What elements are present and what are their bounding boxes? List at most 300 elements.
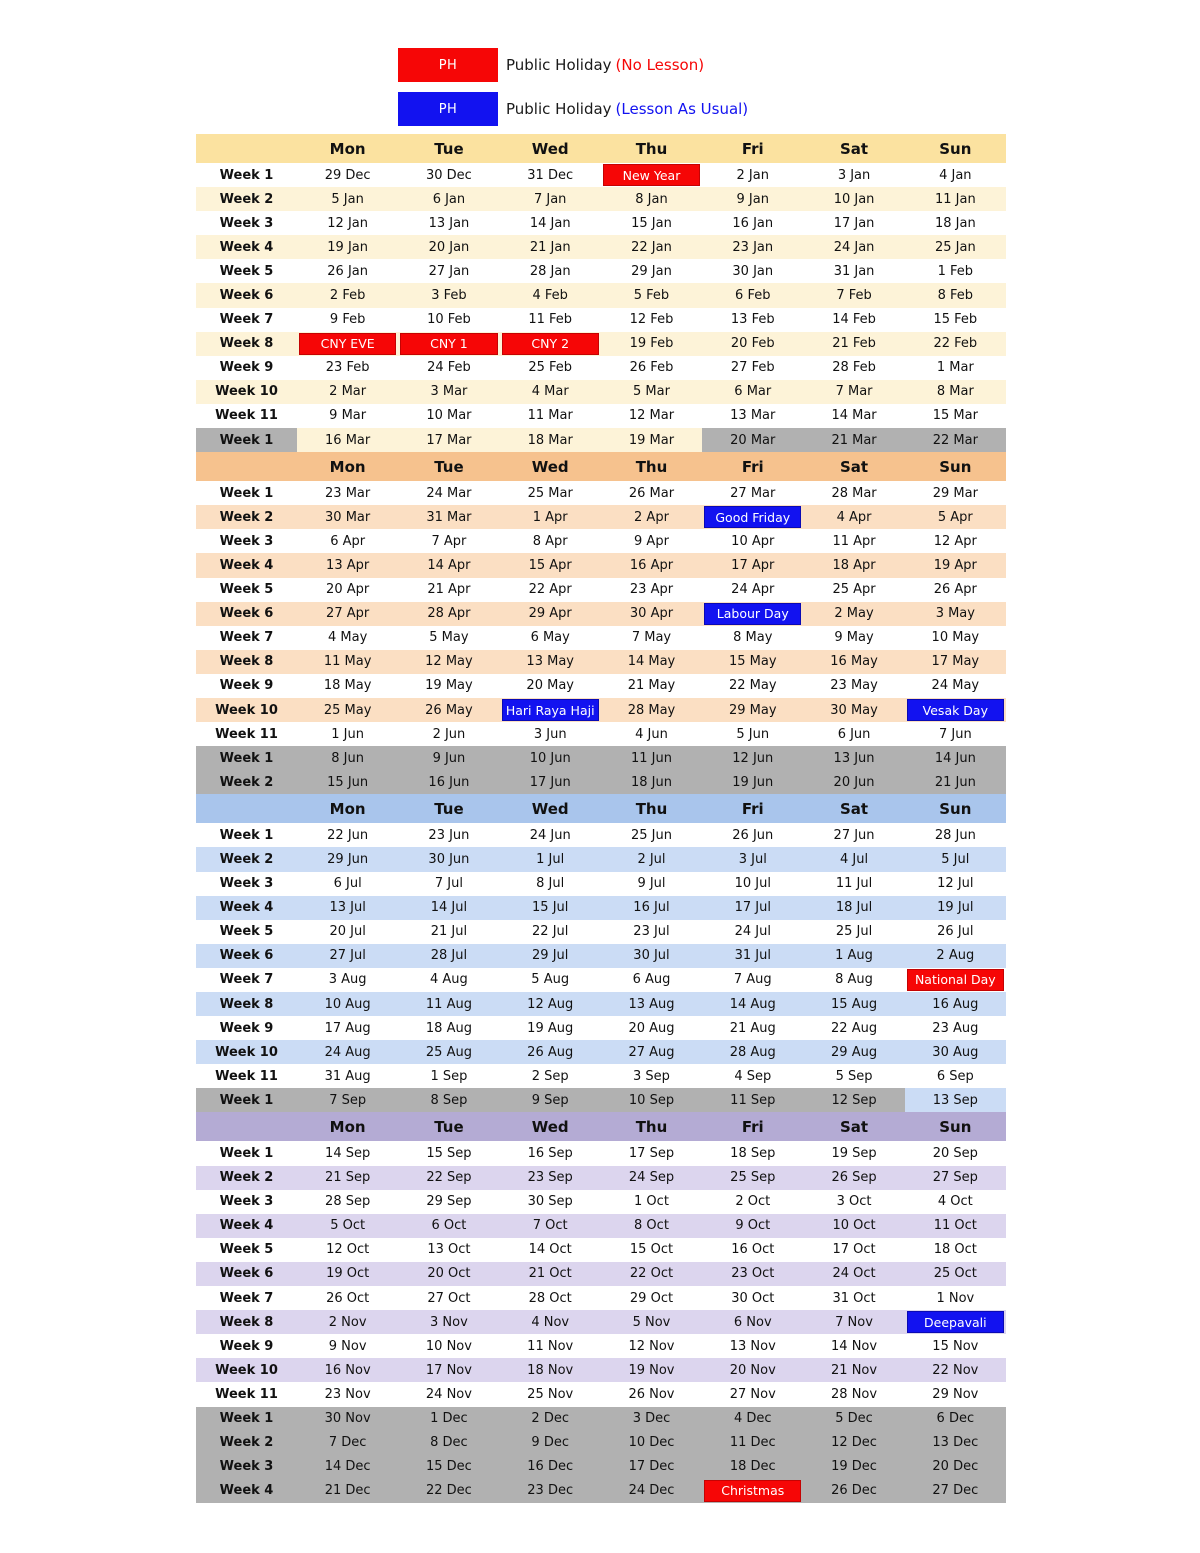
date-cell: 29 Mar: [905, 481, 1006, 505]
date-cell: 10 May: [905, 626, 1006, 650]
week-label: Week 2: [196, 187, 297, 211]
day-header-fri: Fri: [702, 452, 803, 481]
holiday-cell: [297, 332, 398, 356]
date-cell: 14 Feb: [803, 308, 904, 332]
date-cell: 8 Oct: [601, 1214, 702, 1238]
date-cell: 23 Apr: [601, 578, 702, 602]
holiday-no-lesson-block: CNY 1: [400, 333, 497, 355]
date-cell: 28 Mar: [803, 481, 904, 505]
date-cell: 12 Jun: [702, 746, 803, 770]
date-cell: 11 Dec: [702, 1431, 803, 1455]
date-cell: 22 Jun: [297, 823, 398, 847]
date-cell: 17 Nov: [398, 1358, 499, 1382]
date-cell: 23 Jun: [398, 823, 499, 847]
date-cell: 30 Mar: [297, 505, 398, 529]
date-cell: 22 Nov: [905, 1358, 1006, 1382]
date-cell: 21 Feb: [803, 332, 904, 356]
date-cell: 15 Jun: [297, 770, 398, 794]
holiday-lesson-as-usual-block: Vesak Day: [907, 699, 1004, 721]
legend-label-no-lesson: [506, 56, 704, 74]
holiday-cell: [500, 698, 601, 722]
date-cell: 28 Aug: [702, 1040, 803, 1064]
week-label: Week 7: [196, 1286, 297, 1310]
date-cell: 21 Dec: [297, 1479, 398, 1503]
date-cell: 9 Jun: [398, 746, 499, 770]
term-2-row: [196, 602, 1006, 626]
legend-item-lesson-as-usual: [398, 92, 748, 126]
ph-badge-no-lesson: [398, 48, 498, 82]
date-cell: 2 Mar: [297, 380, 398, 404]
day-header-mon: Mon: [297, 794, 398, 823]
date-cell: 16 Mar: [297, 428, 398, 452]
week-label: Week 6: [196, 944, 297, 968]
term-1-header-row: [196, 134, 1006, 163]
date-cell: 26 Feb: [601, 356, 702, 380]
date-cell: 6 Oct: [398, 1214, 499, 1238]
term-3-row: [196, 847, 1006, 871]
term-4-row: [196, 1214, 1006, 1238]
term-1-row: [196, 259, 1006, 283]
date-cell: 1 Apr: [500, 505, 601, 529]
day-header-wed: Wed: [500, 794, 601, 823]
date-cell: 22 Dec: [398, 1479, 499, 1503]
date-cell: 20 Oct: [398, 1262, 499, 1286]
date-cell: 25 Mar: [500, 481, 601, 505]
date-cell: 14 May: [601, 650, 702, 674]
date-cell: 17 Apr: [702, 553, 803, 577]
date-cell: 23 May: [803, 674, 904, 698]
date-cell: 14 Jun: [905, 746, 1006, 770]
date-cell: 26 Mar: [601, 481, 702, 505]
day-header-thu: Thu: [601, 134, 702, 163]
date-cell: 5 May: [398, 626, 499, 650]
date-cell: 30 Apr: [601, 602, 702, 626]
week-label: Week 1: [196, 1088, 297, 1112]
date-cell: 8 Jun: [297, 746, 398, 770]
date-cell: 16 Sep: [500, 1141, 601, 1165]
week-label: Week 1: [196, 746, 297, 770]
date-cell: 18 May: [297, 674, 398, 698]
date-cell: 5 Sep: [803, 1064, 904, 1088]
date-cell: 23 Jul: [601, 920, 702, 944]
term-3-header-row: [196, 794, 1006, 823]
date-cell: 7 May: [601, 626, 702, 650]
ph-badge-text: PH: [438, 101, 458, 117]
date-cell: 6 Dec: [905, 1407, 1006, 1431]
date-cell: 5 Dec: [803, 1407, 904, 1431]
date-cell: 30 Oct: [702, 1286, 803, 1310]
date-cell: 27 Nov: [702, 1382, 803, 1406]
date-cell: 2 Jul: [601, 847, 702, 871]
date-cell: 12 Apr: [905, 529, 1006, 553]
date-cell: 14 Sep: [297, 1141, 398, 1165]
date-cell: 6 Aug: [601, 968, 702, 992]
date-cell: 27 Feb: [702, 356, 803, 380]
date-cell: 15 Jul: [500, 896, 601, 920]
week-label: Week 1: [196, 481, 297, 505]
date-cell: 28 Jun: [905, 823, 1006, 847]
date-cell: 17 Jul: [702, 896, 803, 920]
day-header-mon: Mon: [297, 452, 398, 481]
date-cell: 6 Apr: [297, 529, 398, 553]
date-cell: 11 May: [297, 650, 398, 674]
date-cell: 18 Mar: [500, 428, 601, 452]
date-cell: 17 Dec: [601, 1455, 702, 1479]
date-cell: 30 Jan: [702, 259, 803, 283]
legend-item-no-lesson: [398, 48, 748, 82]
date-cell: 31 Aug: [297, 1064, 398, 1088]
date-cell: 19 Dec: [803, 1455, 904, 1479]
week-label: Week 10: [196, 698, 297, 722]
week-label: Week 10: [196, 1358, 297, 1382]
date-cell: 19 Aug: [500, 1016, 601, 1040]
date-cell: 1 Jul: [500, 847, 601, 871]
holiday-cell: [398, 332, 499, 356]
date-cell: 9 Sep: [500, 1088, 601, 1112]
date-cell: 9 Feb: [297, 308, 398, 332]
date-cell: 20 Sep: [905, 1141, 1006, 1165]
date-cell: 16 Nov: [297, 1358, 398, 1382]
date-cell: 3 Jan: [803, 163, 904, 187]
holiday-no-lesson-block: Christmas: [704, 1480, 801, 1502]
legend-label-text: Public Holiday: [506, 56, 612, 74]
date-cell: 18 Dec: [702, 1455, 803, 1479]
week-label: Week 11: [196, 404, 297, 428]
date-cell: 5 Feb: [601, 283, 702, 307]
date-cell: 25 Jun: [601, 823, 702, 847]
date-cell: 3 Sep: [601, 1064, 702, 1088]
date-cell: 21 Nov: [803, 1358, 904, 1382]
date-cell: 13 Jan: [398, 211, 499, 235]
date-cell: 13 May: [500, 650, 601, 674]
date-cell: 7 Jun: [905, 722, 1006, 746]
week-label: Week 7: [196, 626, 297, 650]
day-header-sun: Sun: [905, 134, 1006, 163]
date-cell: 30 May: [803, 698, 904, 722]
date-cell: 7 Sep: [297, 1088, 398, 1112]
date-cell: 4 May: [297, 626, 398, 650]
header-corner-cell: [196, 452, 297, 481]
term-4-row: [196, 1334, 1006, 1358]
date-cell: 8 Feb: [905, 283, 1006, 307]
date-cell: 28 Oct: [500, 1286, 601, 1310]
date-cell: 23 Feb: [297, 356, 398, 380]
date-cell: 29 Jan: [601, 259, 702, 283]
day-header-tue: Tue: [398, 1112, 499, 1141]
date-cell: 18 Oct: [905, 1238, 1006, 1262]
day-header-thu: Thu: [601, 794, 702, 823]
date-cell: 7 Nov: [803, 1310, 904, 1334]
holiday-lesson-as-usual-block: Hari Raya Haji: [502, 699, 599, 721]
date-cell: 30 Aug: [905, 1040, 1006, 1064]
week-label: Week 2: [196, 847, 297, 871]
date-cell: 22 May: [702, 674, 803, 698]
date-cell: 21 Oct: [500, 1262, 601, 1286]
date-cell: 16 Jul: [601, 896, 702, 920]
date-cell: 24 Jun: [500, 823, 601, 847]
date-cell: 31 Jan: [803, 259, 904, 283]
date-cell: 15 Oct: [601, 1238, 702, 1262]
date-cell: 5 Mar: [601, 380, 702, 404]
date-cell: 1 Mar: [905, 356, 1006, 380]
term-3-row: [196, 1040, 1006, 1064]
date-cell: 20 Feb: [702, 332, 803, 356]
holiday-no-lesson-block: National Day: [907, 969, 1004, 991]
week-label: Week 4: [196, 1479, 297, 1503]
date-cell: 14 Dec: [297, 1455, 398, 1479]
date-cell: 14 Jul: [398, 896, 499, 920]
term-2-row: [196, 529, 1006, 553]
date-cell: 24 Apr: [702, 578, 803, 602]
date-cell: 20 Jan: [398, 235, 499, 259]
date-cell: 2 Oct: [702, 1190, 803, 1214]
holiday-no-lesson-block: New Year: [603, 164, 700, 186]
date-cell: 1 Feb: [905, 259, 1006, 283]
date-cell: 24 Feb: [398, 356, 499, 380]
date-cell: 4 Oct: [905, 1190, 1006, 1214]
date-cell: 29 Jul: [500, 944, 601, 968]
term-1-row: [196, 211, 1006, 235]
ph-badge-text: PH: [438, 57, 458, 73]
day-header-sat: Sat: [803, 134, 904, 163]
date-cell: 15 Jan: [601, 211, 702, 235]
term-3-row: [196, 872, 1006, 896]
date-cell: 19 May: [398, 674, 499, 698]
date-cell: 18 Jan: [905, 211, 1006, 235]
date-cell: 5 Aug: [500, 968, 601, 992]
date-cell: 25 Feb: [500, 356, 601, 380]
date-cell: 25 Jul: [803, 920, 904, 944]
date-cell: 4 Mar: [500, 380, 601, 404]
date-cell: 2 Dec: [500, 1407, 601, 1431]
date-cell: 10 Nov: [398, 1334, 499, 1358]
date-cell: 26 Nov: [601, 1382, 702, 1406]
date-cell: 10 Apr: [702, 529, 803, 553]
date-cell: 13 Feb: [702, 308, 803, 332]
day-header-tue: Tue: [398, 452, 499, 481]
date-cell: 19 Sep: [803, 1141, 904, 1165]
date-cell: 9 Mar: [297, 404, 398, 428]
date-cell: 24 Jul: [702, 920, 803, 944]
legend-note-no-lesson: (No Lesson): [615, 56, 705, 74]
date-cell: 13 Aug: [601, 992, 702, 1016]
date-cell: 24 Aug: [297, 1040, 398, 1064]
date-cell: 16 Jan: [702, 211, 803, 235]
day-header-sun: Sun: [905, 452, 1006, 481]
week-label: Week 2: [196, 505, 297, 529]
date-cell: 3 Dec: [601, 1407, 702, 1431]
date-cell: 5 Jun: [702, 722, 803, 746]
week-label: Week 1: [196, 1407, 297, 1431]
date-cell: 19 Jul: [905, 896, 1006, 920]
date-cell: 16 Dec: [500, 1455, 601, 1479]
date-cell: 30 Sep: [500, 1190, 601, 1214]
header-corner-cell: [196, 1112, 297, 1141]
date-cell: 16 Oct: [702, 1238, 803, 1262]
date-cell: 1 Dec: [398, 1407, 499, 1431]
date-cell: 18 Nov: [500, 1358, 601, 1382]
date-cell: 7 Feb: [803, 283, 904, 307]
term-3-row: [196, 1064, 1006, 1088]
date-cell: 11 Jan: [905, 187, 1006, 211]
date-cell: 29 Apr: [500, 602, 601, 626]
date-cell: 11 Sep: [702, 1088, 803, 1112]
week-label: Week 11: [196, 722, 297, 746]
date-cell: 25 Apr: [803, 578, 904, 602]
date-cell: 27 Dec: [905, 1479, 1006, 1503]
week-label: Week 1: [196, 428, 297, 452]
day-header-wed: Wed: [500, 452, 601, 481]
header-corner-cell: [196, 794, 297, 823]
week-label: Week 8: [196, 332, 297, 356]
date-cell: 1 Jun: [297, 722, 398, 746]
date-cell: 20 Dec: [905, 1455, 1006, 1479]
date-cell: 27 Jul: [297, 944, 398, 968]
day-header-wed: Wed: [500, 134, 601, 163]
term-1-row: [196, 332, 1006, 356]
date-cell: 13 Jul: [297, 896, 398, 920]
date-cell: 19 Nov: [601, 1358, 702, 1382]
date-cell: 12 May: [398, 650, 499, 674]
term-4-row: [196, 1286, 1006, 1310]
date-cell: 9 Oct: [702, 1214, 803, 1238]
header-corner-cell: [196, 134, 297, 163]
date-cell: 15 Mar: [905, 404, 1006, 428]
date-cell: 22 Oct: [601, 1262, 702, 1286]
date-cell: 7 Oct: [500, 1214, 601, 1238]
date-cell: 12 Oct: [297, 1238, 398, 1262]
date-cell: 29 Jun: [297, 847, 398, 871]
date-cell: 22 Jul: [500, 920, 601, 944]
date-cell: 25 Aug: [398, 1040, 499, 1064]
date-cell: 6 Mar: [702, 380, 803, 404]
date-cell: 8 May: [702, 626, 803, 650]
date-cell: 2 Sep: [500, 1064, 601, 1088]
date-cell: 4 Apr: [803, 505, 904, 529]
term-3-row: [196, 823, 1006, 847]
term-2-row: [196, 698, 1006, 722]
date-cell: 24 Nov: [398, 1382, 499, 1406]
date-cell: 17 Sep: [601, 1141, 702, 1165]
date-cell: 10 Mar: [398, 404, 499, 428]
date-cell: 30 Jun: [398, 847, 499, 871]
date-cell: 24 Jan: [803, 235, 904, 259]
week-label: Week 3: [196, 872, 297, 896]
ph-badge-lesson-as-usual: [398, 92, 498, 126]
date-cell: 28 Nov: [803, 1382, 904, 1406]
date-cell: 3 Feb: [398, 283, 499, 307]
date-cell: 13 Sep: [905, 1088, 1006, 1112]
date-cell: 2 Feb: [297, 283, 398, 307]
date-cell: 4 Aug: [398, 968, 499, 992]
date-cell: 22 Mar: [905, 428, 1006, 452]
date-cell: 30 Dec: [398, 163, 499, 187]
date-cell: 6 Feb: [702, 283, 803, 307]
date-cell: 20 Aug: [601, 1016, 702, 1040]
day-header-sat: Sat: [803, 452, 904, 481]
date-cell: 6 May: [500, 626, 601, 650]
term-1-row: [196, 283, 1006, 307]
day-header-wed: Wed: [500, 1112, 601, 1141]
date-cell: 15 Aug: [803, 992, 904, 1016]
date-cell: 27 Apr: [297, 602, 398, 626]
term-3-row: [196, 1016, 1006, 1040]
date-cell: 8 Sep: [398, 1088, 499, 1112]
day-header-thu: Thu: [601, 1112, 702, 1141]
date-cell: 12 Nov: [601, 1334, 702, 1358]
date-cell: 8 Jan: [601, 187, 702, 211]
term-2-row: [196, 650, 1006, 674]
term-4-row: [196, 1455, 1006, 1479]
school-calendar-table: [196, 134, 1006, 1503]
term-4-row: [196, 1166, 1006, 1190]
term-1-row: [196, 308, 1006, 332]
date-cell: 14 Jan: [500, 211, 601, 235]
date-cell: 28 Apr: [398, 602, 499, 626]
term-3-row: [196, 992, 1006, 1016]
date-cell: 14 Aug: [702, 992, 803, 1016]
date-cell: 17 Oct: [803, 1238, 904, 1262]
date-cell: 20 Mar: [702, 428, 803, 452]
date-cell: 5 Nov: [601, 1310, 702, 1334]
week-label: Week 3: [196, 1455, 297, 1479]
date-cell: 8 Dec: [398, 1431, 499, 1455]
date-cell: 4 Feb: [500, 283, 601, 307]
week-label: Week 9: [196, 1016, 297, 1040]
holiday-cell: [905, 698, 1006, 722]
date-cell: 10 Aug: [297, 992, 398, 1016]
holiday-cell: [905, 1310, 1006, 1334]
week-label: Week 5: [196, 259, 297, 283]
day-header-sat: Sat: [803, 794, 904, 823]
term-4-row: [196, 1262, 1006, 1286]
holiday-lesson-as-usual-block: Good Friday: [704, 506, 801, 528]
date-cell: 7 Dec: [297, 1431, 398, 1455]
date-cell: 12 Mar: [601, 404, 702, 428]
date-cell: 12 Aug: [500, 992, 601, 1016]
date-cell: 21 Apr: [398, 578, 499, 602]
legend-label-lesson-as-usual: [506, 100, 748, 118]
date-cell: 15 Dec: [398, 1455, 499, 1479]
date-cell: 6 Jan: [398, 187, 499, 211]
holiday-cell: [905, 968, 1006, 992]
date-cell: 21 Jun: [905, 770, 1006, 794]
term-4-row: [196, 1431, 1006, 1455]
date-cell: 3 Nov: [398, 1310, 499, 1334]
week-label: Week 8: [196, 1310, 297, 1334]
week-label: Week 10: [196, 380, 297, 404]
week-label: Week 4: [196, 896, 297, 920]
week-label: Week 3: [196, 1190, 297, 1214]
date-cell: 22 Feb: [905, 332, 1006, 356]
holiday-lesson-as-usual-block: Labour Day: [704, 603, 801, 625]
date-cell: 26 Sep: [803, 1166, 904, 1190]
date-cell: 17 Mar: [398, 428, 499, 452]
date-cell: 22 Jan: [601, 235, 702, 259]
week-label: Week 1: [196, 163, 297, 187]
term-3-row: [196, 968, 1006, 992]
date-cell: 13 Jun: [803, 746, 904, 770]
date-cell: 16 Apr: [601, 553, 702, 577]
week-label: Week 6: [196, 283, 297, 307]
term-2-row: [196, 626, 1006, 650]
term-1-row: [196, 428, 1006, 452]
day-header-fri: Fri: [702, 134, 803, 163]
term-2-header-row: [196, 452, 1006, 481]
term-3-row: [196, 1088, 1006, 1112]
date-cell: 5 Oct: [297, 1214, 398, 1238]
date-cell: 30 Jul: [601, 944, 702, 968]
